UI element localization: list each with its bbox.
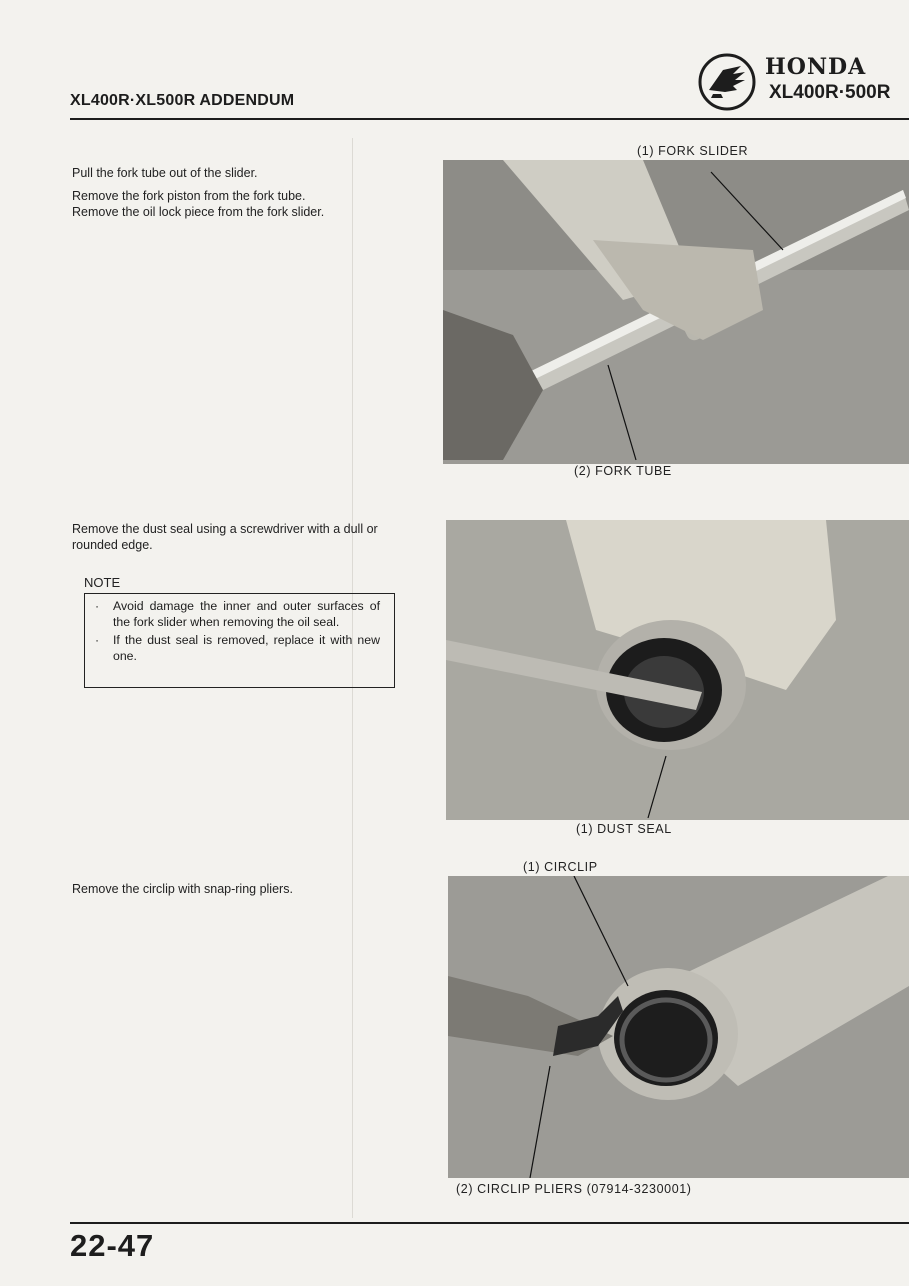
footer-divider — [70, 1222, 909, 1224]
step-text-remove-lock-piece: Remove the oil lock piece from the fork slider. — [72, 205, 325, 219]
label-fork-slider: (1) FORK SLIDER — [637, 144, 749, 158]
step-text-remove-dust-seal: Remove the dust seal using a screwdriver with a dull or rounded edge. — [72, 522, 378, 552]
step-text-pull-tube: Pull the fork tube out of the slider. — [72, 166, 258, 180]
model-name: XL400R·500R — [769, 82, 891, 103]
brand-name: HONDA — [765, 54, 867, 80]
photo-circlip — [448, 876, 909, 1178]
photo-fork-tube — [443, 160, 909, 464]
step-text-remove-circlip: Remove the circlip with snap-ring pliers. — [72, 882, 293, 896]
label-circlip-pliers: (2) CIRCLIP PLIERS (07914-3230001) — [456, 1182, 692, 1196]
honda-wing-icon — [697, 52, 757, 112]
note-heading: NOTE — [84, 575, 121, 590]
note-box — [84, 593, 395, 688]
label-fork-tube: (2) FORK TUBE — [574, 464, 672, 478]
label-circlip: (1) CIRCLIP — [523, 860, 598, 874]
honda-logo — [697, 52, 909, 112]
step-text-remove-piston: Remove the fork piston from the fork tube. — [72, 189, 306, 203]
photo-dust-seal — [446, 520, 909, 820]
label-dust-seal: (1) DUST SEAL — [576, 822, 672, 836]
note-item: · Avoid damage the inner and outer surfaces of the fork slider when removing the oil seal. — [95, 599, 380, 629]
note-item: · If the dust seal is removed, replace it with new one. — [95, 633, 380, 663]
page-title: XL400R·XL500R ADDENDUM — [70, 92, 295, 109]
header-divider — [70, 118, 909, 120]
page-number: 22-47 — [70, 1228, 155, 1263]
